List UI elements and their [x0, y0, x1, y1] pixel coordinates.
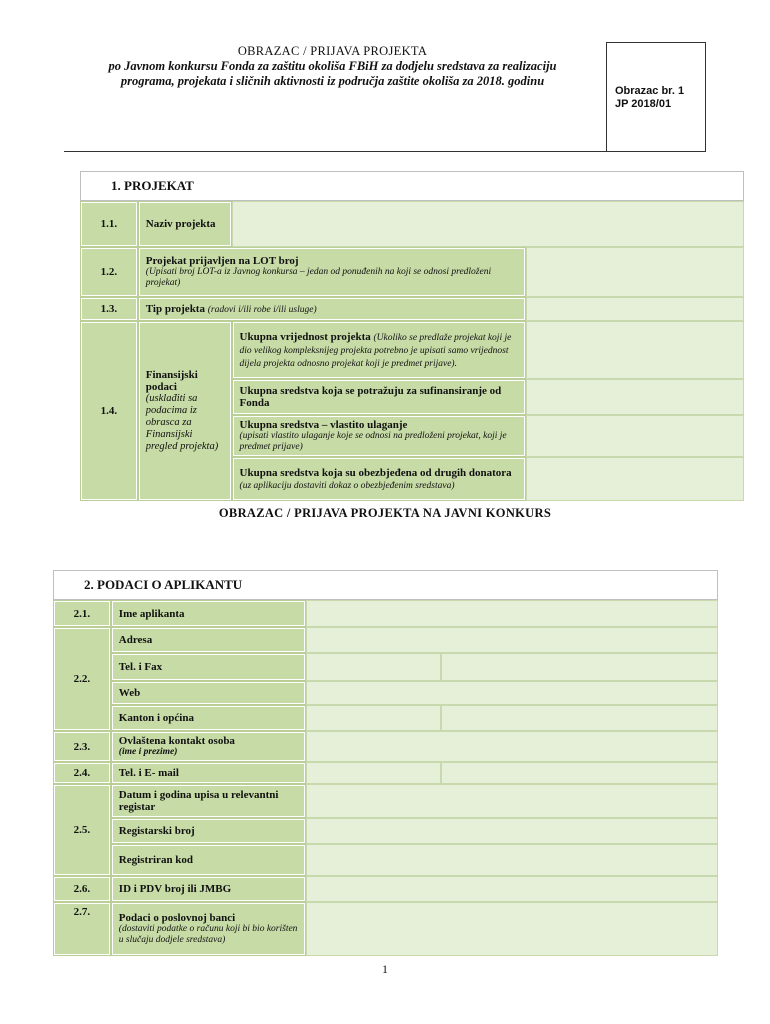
form-subtitle-line1: po Javnom konkursu Fonda za zaštitu okoliša FBiH za dodjelu sredstava za realizaciju	[108, 59, 557, 73]
own-investment-label-cell	[233, 416, 525, 456]
tel-email-label: Tel. i E- mail	[112, 763, 305, 783]
section2-table	[52, 569, 719, 957]
row-number: 2.1.	[54, 601, 110, 626]
contact-email-field[interactable]	[442, 763, 717, 783]
project-type-note: (radovi i/ili robe i/ili usluge)	[207, 304, 317, 315]
total-value-label: Ukupna vrijednost projekta	[239, 330, 371, 343]
section-caption: OBRAZAC / PRIJAVA PROJEKTA NA JAVNI KONKURS	[218, 506, 552, 520]
canton-field[interactable]	[307, 706, 440, 730]
registration-number-field[interactable]	[307, 819, 717, 843]
row-number: 1.1.	[81, 202, 137, 246]
applicant-name-field[interactable]	[307, 601, 717, 626]
registration-code-field[interactable]	[307, 845, 717, 875]
fax-field[interactable]	[442, 654, 717, 680]
row-number: 2.3.	[54, 732, 110, 761]
row-number: 2.4.	[54, 763, 110, 783]
municipality-field[interactable]	[442, 706, 717, 730]
form-subtitle-line2: programa, projekata i sličnih aktivnosti iz područja zaštite okoliša za 2018. godinu	[120, 74, 545, 88]
bank-details-note: (dostaviti podatke o računu koji bi bio korišten u slučaju dodjele sredstava)	[118, 924, 298, 945]
registration-date-label: Datum i godina upisa u relevantni registar	[112, 785, 305, 817]
lot-note: (Upisati broj LOT-a iz Javnog konkursa – jedan od ponuđenih na koji se odnosi predloženi projekat)	[145, 267, 492, 288]
contact-person-note: (ime i prezime)	[118, 747, 178, 757]
tel-field[interactable]	[307, 654, 440, 680]
web-label: Web	[112, 682, 305, 704]
tel-fax-label: Tel. i Fax	[112, 654, 305, 680]
id-vat-field[interactable]	[307, 877, 717, 901]
lot-label-cell	[139, 248, 525, 296]
contact-tel-field[interactable]	[307, 763, 440, 783]
project-name-field[interactable]	[233, 202, 743, 246]
id-vat-label: ID i PDV broj ili JMBG	[112, 877, 305, 901]
project-type-label: Tip projekta	[145, 302, 205, 315]
registration-date-field[interactable]	[307, 785, 717, 817]
project-type-label-cell	[139, 298, 525, 320]
section2-title: 2. PODACI O APLIKANTU	[54, 571, 717, 599]
document-header	[60, 44, 605, 89]
lot-label: Projekat prijavljen na LOT broj	[145, 255, 299, 267]
row-number: 2.5.	[54, 785, 110, 875]
form-code: JP 2018/01	[615, 98, 672, 110]
address-label: Adresa	[112, 628, 305, 652]
bank-details-field[interactable]	[307, 903, 717, 955]
row-number: 2.6.	[54, 877, 110, 901]
own-investment-note: (upisati vlastito ulaganje koje se odnosi na predloženi projekat, koji je predmet prijave)	[239, 431, 507, 452]
other-donors-label: Ukupna sredstva koja su obezbjeđena od drugih donatora	[239, 466, 512, 479]
row-number: 2.2.	[54, 628, 110, 730]
contact-person-label: Ovlaštena kontakt osoba	[118, 735, 235, 747]
own-investment-field[interactable]	[527, 416, 743, 456]
other-donors-note: (uz aplikaciju dostaviti dokaz o obezbjeđenim sredstava)	[239, 480, 455, 491]
address-field[interactable]	[307, 628, 717, 652]
fund-cofinancing-label: Ukupna sredstva koja se potražuju za sufinansiranje od Fonda	[233, 380, 525, 414]
contact-person-field[interactable]	[307, 732, 717, 761]
form-title: OBRAZAC / PRIJAVA PROJEKTA	[237, 44, 428, 58]
canton-municipality-label: Kanton i općina	[112, 706, 305, 730]
fund-cofinancing-field[interactable]	[527, 380, 743, 414]
header-divider	[64, 151, 607, 152]
bank-details-label-cell	[112, 903, 305, 955]
section1-title: 1. PROJEKAT	[81, 172, 743, 200]
registration-number-label: Registarski broj	[112, 819, 305, 843]
row-number: 1.4.	[81, 322, 137, 500]
other-donors-label-cell	[233, 458, 525, 500]
total-value-label-cell	[233, 322, 525, 378]
project-name-label: Naziv projekta	[139, 202, 231, 246]
form-number-box	[606, 42, 706, 152]
total-value-note: (Ukoliko se predlaže projekat koji je dio velikog kompleksnijeg projekta potrebno je upisati samo vrijednost dijela projekta odnosno projekat koji je predmet prijave).	[239, 332, 512, 369]
web-field[interactable]	[307, 682, 717, 704]
other-donors-field[interactable]	[527, 458, 743, 500]
own-investment-label: Ukupna sredstva – vlastito ulaganje	[239, 419, 408, 431]
total-value-field[interactable]	[527, 322, 743, 378]
applicant-name-label: Ime aplikanta	[112, 601, 305, 626]
section1-table	[79, 170, 745, 502]
row-number: 2.7.	[54, 903, 110, 955]
row-number: 1.2.	[81, 248, 137, 296]
form-number: Obrazac br. 1	[615, 85, 685, 97]
registration-code-label: Registriran kod	[112, 845, 305, 875]
financial-data-label: Finansijski podaci	[145, 369, 198, 393]
financial-data-note: (usklađiti sa podacima iz obrasca za Finansijski pregled projekta)	[145, 393, 219, 452]
financial-data-label-cell	[139, 322, 231, 500]
page-number: 1	[382, 962, 388, 976]
project-type-field[interactable]	[527, 298, 743, 320]
row-number: 1.3.	[81, 298, 137, 320]
bank-details-label: Podaci o poslovnoj banci	[118, 912, 236, 924]
lot-number-field[interactable]	[527, 248, 743, 296]
contact-person-label-cell	[112, 732, 305, 761]
